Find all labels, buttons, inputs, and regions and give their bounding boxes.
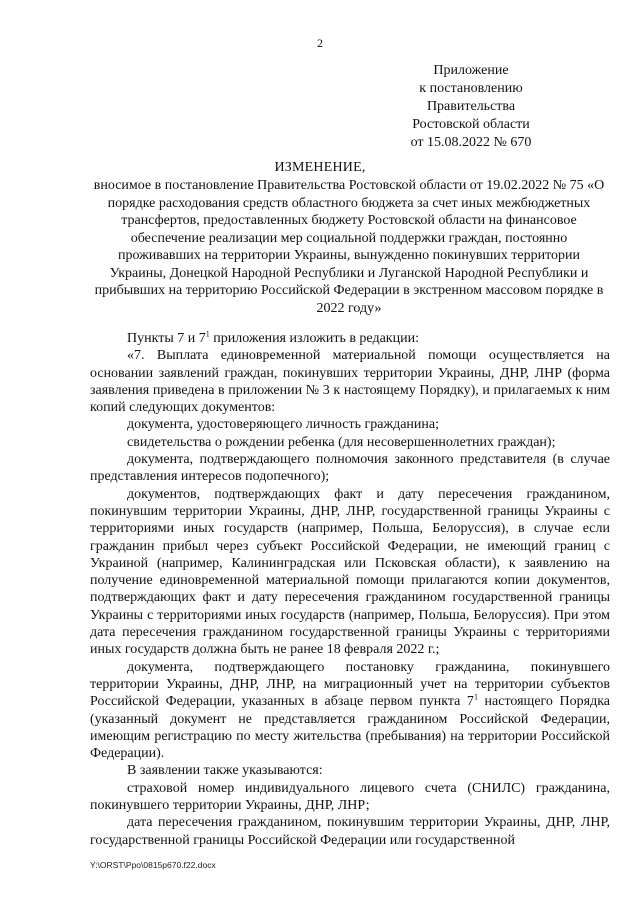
intro-text: Пункты 7 и 7 (127, 331, 206, 346)
intro-text-end: приложения изложить в редакции: (209, 331, 419, 346)
superscript: 1 (205, 329, 210, 339)
paragraph-text: документа, подтверждающего постановку гражданина, покинувшего территории Украины, ДНР, ЛНР, на миграционный учет на территории субъектов Российской Федерации, указанных в абзаце первом пункта 7 (90, 659, 610, 710)
appendix-line: Приложение (433, 63, 509, 78)
document-body (90, 330, 610, 849)
superscript: 1 (473, 692, 478, 702)
body-paragraph (90, 330, 610, 347)
appendix-line: Правительства (426, 99, 516, 114)
body-paragraph: документа, удостоверяющего личность гражданина; (127, 417, 439, 433)
body-paragraph: В заявлении также указываются: (127, 763, 323, 779)
body-paragraph: «7. Выплата единовременной материальной помощи осуществляется на основании заявлений граждан, покинувших территории Украины, ДНР, ЛНР (форма заявления приведена в приложении № 3 к настоящему Порядку), и прилагаемых к ним копий следующих документов: (90, 348, 610, 416)
body-paragraph: дата пересечения гражданином, покинувшим территории Украины, ДНР, ЛНР, государственной границы Российской Федерации или государственной (90, 815, 610, 848)
body-paragraph (90, 659, 610, 763)
document-subtitle: вносимое в постановление Правительства Ростовской области от 19.02.2022 № 75 «О порядке расходования средств областного бюджета за счет иных межбюджетных трансфертов, предоставленных бюджету Ростовской области на финансовое обеспечение реализации мер социальной поддержки граждан, постоянно проживавших на территории Украины, вынужденно покинувших территории Украины, Донецкой Народной Республики и Луганской Народной Республики и прибывших на территорию Российской Федерации в экстренном массовом порядке в 2022 году» (93, 178, 605, 316)
body-paragraph: страховой номер индивидуального лицевого счета (СНИЛС) гражданина, покинувшего территории Украины, ДНР, ЛНР; (90, 780, 610, 814)
body-paragraph: документа, подтверждающего полномочия законного представителя (в случае представления интересов подопечного); (90, 452, 610, 485)
appendix-line: к постановлению (419, 81, 523, 96)
appendix-line: Ростовской области (412, 117, 530, 132)
paragraph-text-end: настоящего Порядка (указанный документ не представляется гражданином Российской Федерации, имеющим регистрацию по месту жительства (пребывания) на территории Российской Федерации). (90, 694, 610, 762)
appendix-block (386, 62, 556, 152)
body-paragraph: свидетельства о рождении ребенка (для несовершеннолетних граждан); (127, 434, 556, 450)
file-path-footer: Y:\ORST\Ppo\0815p670.f22.docx (90, 860, 216, 870)
page-number: 2 (317, 36, 323, 50)
body-paragraph: документов, подтверждающих факт и дату пересечения гражданином, покинувшим территории Украины, ДНР, ЛНР, государственной границы Украины с территориями иных государств (например, Польша, Белоруссия), в случае если гражданин прибыл через субъект Российской Федерации, не имеющий границ с Украиной (например, Калининградская или Псковская области), к заявлению на получение единовременной материальной помощи прилагаются копии документов, подтверждающих факт и дату пересечения гражданином государственной границы Украины с территориями иных государств (например, Польша, Белоруссия). При этом дата пересечения гражданином государственной границы Украины с территориями иных государств должна быть не ранее 18 февраля 2022 г.; (90, 486, 610, 658)
appendix-line: от 15.08.2022 № 670 (410, 135, 532, 150)
document-title: ИЗМЕНЕНИЕ, (274, 160, 366, 175)
